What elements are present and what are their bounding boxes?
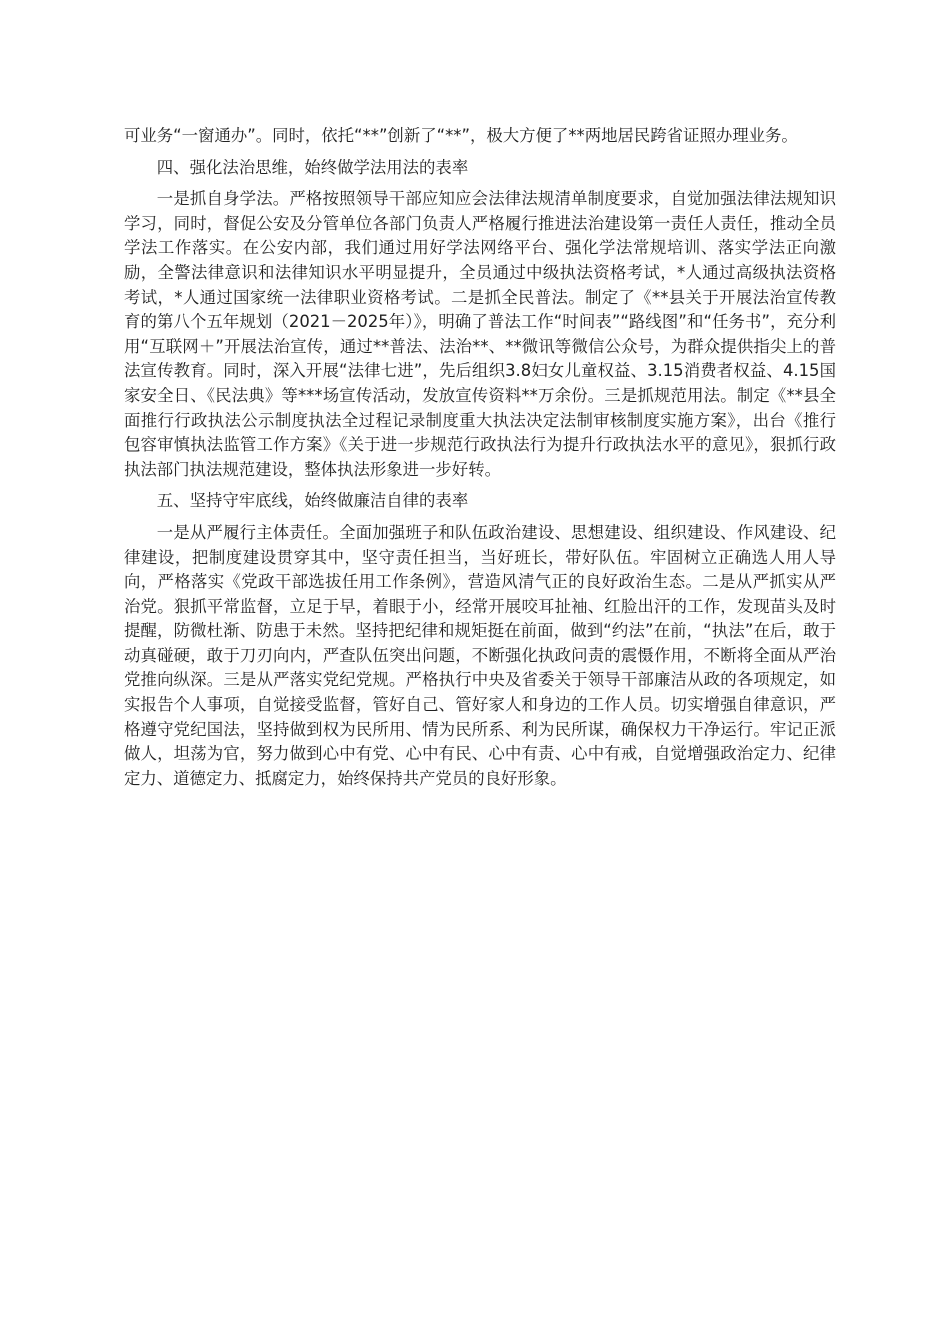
section-heading-4: 四、强化法治思维，始终做学法用法的表率 <box>156 157 469 177</box>
paragraph-integrity: 一是从严履行主体责任。全面加强班子和队伍政治建设、思想建设、组织建设、作风建设、纪律建设，把制度建设贯穿其中，坚守责任担当，当好班长，带好队伍。牢固树立正确选人用人导向，严格落实《党政干部选拔任用工作条例》，营造风清气正的良好政治生态。二是从严抓实从严治党。狠抓平常监督，立足于早，着眼于小，经常开展咬耳扯袖、红脸出汗的工作，发现苗头及时提醒，防微杜渐、防患于未然。坚持把纪律和规矩挺在前面，做到“约法”在前，“执法”在后，敢于动真碰硬，敢于刀刃向内，严查队伍突出问题，不断强化执政问责的震慑作用，不断将全面从严治党推向纵深。三是从严落实党纪党规。严格执行中央及省委关于领导干部廉洁从政的各项规定，如实报告个人事项，自觉接受监督，管好自己、管好家人和身边的工作人员。切实增强自律意识，严格遵守党纪国法，坚持做到权为民所用、情为民所系、利为民所谋，确保权力干净运行。牢记正派做人，坦荡为官，努力做到心中有党、心中有民、心中有责、心中有戒，自觉增强政治定力、纪律定力、道德定力、抵腐定力，始终保持共产党员的良好形象。 <box>124 522 836 788</box>
paragraph-continuation: 可业务“一窗通办”。同时，依托“**”创新了“**”，极大方便了**两地居民跨省证照办理业务。 <box>124 126 798 145</box>
section-heading-5: 五、坚持守牢底线，始终做廉洁自律的表率 <box>156 491 469 511</box>
paragraph-rule-of-law: 一是抓自身学法。严格按照领导干部应知应会法律法规清单制度要求，自觉加强法律法规知识学习，同时，督促公安及分管单位各部门负责人严格履行推进法治建设第一责任人责任，推动全员学法工作落实。在公安内部，我们通过用好学法网络平台、强化学法常规培训、落实学法正向激励，全警法律意识和法律知识水平明显提升，全员通过中级执法资格考试，*人通过高级执法资格考试，*人通过国家统一法律职业资格考试。二是抓全民普法。制定了《**县关于开展法治宣传教育的第八个五年规划（2021－2025年）》，明确了普法工作“时间表”“路线图”和“任务书”，充分利用“互联网＋”开展法治宣传，通过**普法、法治**、**微讯等微信公众号，为群众提供指尖上的普法宣传教育。同时，深入开展“法律七进”，先后组织3.8妇女儿童权益、3.15消费者权益、4.15国家安全日、《民法典》等***场宣传活动，发放宣传资料**万余份。三是抓规范用法。制定《**县全面推行行政执法公示制度执法全过程记录制度重大执法决定法制审核制度实施方案》，出台《推行包容审慎执法监管工作方案》《关于进一步规范行政执法行为提升行政执法水平的意见》，狠抓行政执法部门执法规范建设，整体执法形象进一步好转。 <box>124 189 836 479</box>
document-page <box>124 124 836 791</box>
